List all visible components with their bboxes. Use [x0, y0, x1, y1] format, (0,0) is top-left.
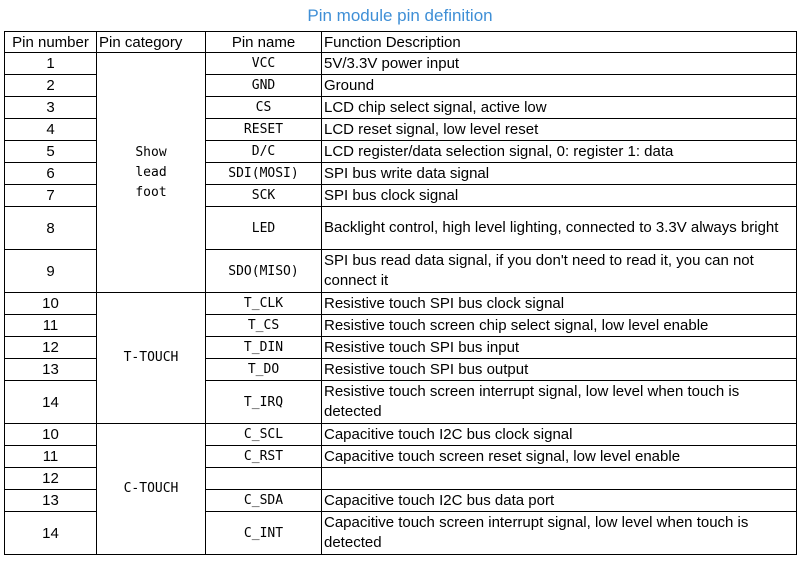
table-row	[5, 293, 797, 315]
function-description-cell: Resistive touch SPI bus output	[322, 359, 797, 381]
function-description-cell: SPI bus write data signal	[322, 163, 797, 185]
pin-number-cell: 4	[5, 119, 97, 141]
pin-name-cell: T_DO	[206, 359, 322, 381]
header-pin-category: Pin category	[97, 32, 206, 53]
category-line: Show	[135, 144, 167, 160]
pin-number-cell: 13	[5, 490, 97, 512]
pin-name-cell: GND	[206, 75, 322, 97]
pin-number-cell: 11	[5, 446, 97, 468]
pin-number-cell: 2	[5, 75, 97, 97]
table-row	[5, 53, 797, 75]
pin-definition-table	[4, 31, 797, 555]
pin-number-cell: 5	[5, 141, 97, 163]
page-title: Pin module pin definition	[307, 6, 493, 25]
pin-name-cell: RESET	[206, 119, 322, 141]
function-description-cell: Resistive touch screen chip select signal, low level enable	[322, 315, 797, 337]
function-description-cell: Backlight control, high level lighting, connected to 3.3V always bright	[322, 207, 797, 250]
function-description-cell: SPI bus read data signal, if you don't need to read it, you can not connect it	[322, 250, 797, 293]
pin-name-cell: T_DIN	[206, 337, 322, 359]
pin-number-cell: 10	[5, 293, 97, 315]
pin-number-cell: 11	[5, 315, 97, 337]
pin-name-cell: T_IRQ	[206, 381, 322, 424]
pin-number-cell: 14	[5, 512, 97, 555]
function-description-cell: Capacitive touch screen interrupt signal, low level when touch is detected	[322, 512, 797, 555]
table-header-row	[5, 32, 797, 53]
function-description-cell: Resistive touch SPI bus clock signal	[322, 293, 797, 315]
function-description-cell: Capacitive touch I2C bus clock signal	[322, 424, 797, 446]
pin-number-cell: 7	[5, 185, 97, 207]
pin-name-cell: C_SCL	[206, 424, 322, 446]
pin-name-cell	[206, 468, 322, 490]
pin-number-cell: 12	[5, 337, 97, 359]
pin-name-cell: T_CLK	[206, 293, 322, 315]
category-line: lead	[135, 164, 167, 180]
pin-number-cell: 8	[5, 207, 97, 250]
pin-name-cell: C_RST	[206, 446, 322, 468]
pin-name-cell: SCK	[206, 185, 322, 207]
pin-name-cell: VCC	[206, 53, 322, 75]
pin-number-cell: 10	[5, 424, 97, 446]
pin-name-cell: SDO(MISO)	[206, 250, 322, 293]
pin-number-cell: 13	[5, 359, 97, 381]
pin-name-cell: C_INT	[206, 512, 322, 555]
pin-name-cell: C_SDA	[206, 490, 322, 512]
table-row	[5, 424, 797, 446]
function-description-cell: LCD chip select signal, active low	[322, 97, 797, 119]
category-line: foot	[135, 184, 167, 200]
function-description-cell: LCD register/data selection signal, 0: register 1: data	[322, 141, 797, 163]
function-description-cell: SPI bus clock signal	[322, 185, 797, 207]
pin-number-cell: 6	[5, 163, 97, 185]
pin-name-cell: CS	[206, 97, 322, 119]
function-description-cell: LCD reset signal, low level reset	[322, 119, 797, 141]
function-description-cell: Resistive touch SPI bus input	[322, 337, 797, 359]
pin-name-cell: SDI(MOSI)	[206, 163, 322, 185]
function-description-cell: Resistive touch screen interrupt signal, low level when touch is detected	[322, 381, 797, 424]
header-pin-number: Pin number	[5, 32, 97, 53]
pin-number-cell: 9	[5, 250, 97, 293]
pin-number-cell: 14	[5, 381, 97, 424]
pin-number-cell: 12	[5, 468, 97, 490]
pin-category-cell	[97, 53, 206, 293]
header-pin-name: Pin name	[206, 32, 322, 53]
pin-number-cell: 1	[5, 53, 97, 75]
function-description-cell: Capacitive touch I2C bus data port	[322, 490, 797, 512]
pin-category-cell: C-TOUCH	[97, 424, 206, 555]
pin-name-cell: T_CS	[206, 315, 322, 337]
pin-number-cell: 3	[5, 97, 97, 119]
function-description-cell: Ground	[322, 75, 797, 97]
function-description-cell	[322, 468, 797, 490]
pin-name-cell: D/C	[206, 141, 322, 163]
function-description-cell: Capacitive touch screen reset signal, low level enable	[322, 446, 797, 468]
header-function-description: Function Description	[322, 32, 797, 53]
function-description-cell: 5V/3.3V power input	[322, 53, 797, 75]
pin-category-cell: T-TOUCH	[97, 293, 206, 424]
pin-name-cell: LED	[206, 207, 322, 250]
